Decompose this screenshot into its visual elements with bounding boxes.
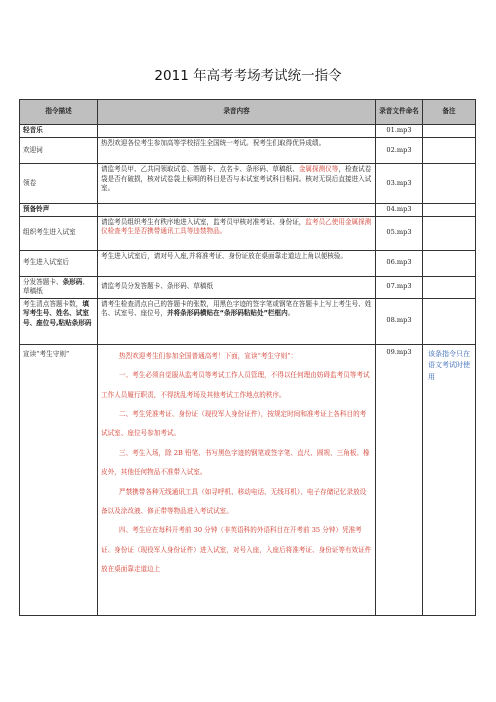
row-file: 03.mp3 bbox=[376, 164, 423, 204]
row-desc-text: 分发答题卡、 bbox=[23, 277, 63, 286]
header-instruction: 指令描述 bbox=[20, 100, 98, 125]
row-content bbox=[98, 298, 376, 344]
row-file: 06.mp3 bbox=[376, 250, 423, 276]
row-desc bbox=[20, 276, 98, 298]
row-desc: 宣读“考生守则” bbox=[20, 344, 98, 615]
table-row bbox=[20, 250, 476, 276]
page-title: 2011 年高考考场考试统一指令 bbox=[154, 68, 342, 84]
row-content bbox=[98, 125, 376, 138]
row-file: 07.mp3 bbox=[376, 276, 423, 298]
row-content bbox=[98, 344, 376, 615]
row-desc: 欢迎词 bbox=[20, 138, 98, 164]
table-row bbox=[20, 164, 476, 204]
row-content-text: 。 bbox=[287, 309, 295, 318]
row-remark bbox=[423, 216, 476, 250]
row-file: 09.mp3 bbox=[376, 344, 423, 615]
row-content: 考生进入试室后，请对号入座,并将准考证、身份证放在桌面靠走道边上角以便核验。 bbox=[98, 250, 376, 276]
row-desc-text: 、草稿纸 bbox=[23, 277, 89, 296]
row-content bbox=[98, 204, 376, 217]
row-content-text: ，检查试卷袋是否有破损，核对试卷袋上标明的科目是否与本试室考试科目相同。核对无误后直接进入试室。 bbox=[101, 165, 372, 193]
row-content bbox=[98, 164, 376, 204]
row-desc-bold: 填写考生号、姓名、试室号、座位号,粘贴条形码 bbox=[23, 299, 92, 327]
row-file: 04.mp3 bbox=[376, 204, 423, 217]
table-row bbox=[20, 204, 476, 217]
row-desc-bold: 条形码 bbox=[62, 277, 83, 286]
row-desc bbox=[20, 298, 98, 344]
row-remark bbox=[423, 250, 476, 276]
table-row bbox=[20, 298, 476, 344]
row-content-text: 请监考员组织考生有秩序地进入试室，监考员甲核对准考证、身份证， bbox=[101, 217, 306, 226]
row-file: 01.mp3 bbox=[376, 125, 423, 138]
row-content-highlight: 金属探测仪等 bbox=[298, 165, 339, 173]
row-remark bbox=[423, 276, 476, 298]
table-header-row bbox=[20, 100, 476, 125]
rules-paragraph: 一、考生必须自觉服从监考员等考试工作人员管理，不得以任何理由妨碍监考员等考试工作人员履行职责，不得扰乱考场及其他考试工作地点的秩序。 bbox=[101, 371, 370, 399]
row-remark bbox=[423, 138, 476, 164]
row-content-bold: 并将条形码横贴在“条形码粘贴处”栏框内 bbox=[166, 309, 288, 318]
rules-paragraph: 热烈欢迎考生们参加全国普通高考！下面，宣读“考生守则”： bbox=[119, 351, 298, 360]
row-file: 02.mp3 bbox=[376, 138, 423, 164]
row-file: 05.mp3 bbox=[376, 216, 423, 250]
header-content: 录音内容 bbox=[98, 100, 376, 125]
row-desc: 预备铃声 bbox=[20, 204, 98, 217]
row-remark bbox=[423, 125, 476, 138]
row-remark bbox=[423, 204, 476, 217]
rules-paragraph: 二、考生凭准考证、身份证（现役军人身份证件），按规定时间和准考证上各科目的考试试室、座位号参加考试。 bbox=[101, 410, 367, 438]
row-remark bbox=[423, 298, 476, 344]
row-desc: 组织考生进入试室 bbox=[20, 216, 98, 250]
row-content-highlight: 监考员乙使用金属探测仪检查考生是否携带通讯工具等违禁物品。 bbox=[101, 217, 372, 236]
row-file: 08.mp3 bbox=[376, 298, 423, 344]
row-content: 热烈欢迎各位考生参加高等学校招生全国统一考试。祝考生们取得优异成绩。 bbox=[98, 138, 376, 164]
header-filename: 录音文件命名 bbox=[376, 100, 423, 125]
row-desc: 轻音乐 bbox=[20, 125, 98, 138]
rules-paragraph: 三、考生入场，除 2B 铅笔、书写黑色字迹的钢笔或签字笔、直尺、圆规、三角板、橡皮外，其他任何物品不准带入试室。 bbox=[101, 448, 370, 477]
table-row bbox=[20, 125, 476, 138]
row-desc-text: 考生清点答题卡数， bbox=[23, 299, 83, 308]
row-desc: 考生进入试室后 bbox=[20, 250, 98, 276]
table-row bbox=[20, 276, 476, 298]
table-row bbox=[20, 344, 476, 615]
instruction-table bbox=[19, 99, 476, 616]
row-content-text: 请考生检查清点自己的答题卡的张数，用黑色字迹的签字笔或钢笔在答题卡上写上考生号、姓名、试室号、座位号， bbox=[101, 299, 372, 318]
table-row bbox=[20, 216, 476, 250]
row-content-text: 请监考员甲、乙共同领取试卷、答题卡、点名卡、条形码、草稿纸、 bbox=[101, 165, 299, 173]
rules-paragraph: 四、考生应在每科开考前 30 分钟（非英语科的外语科目在开考前 35 分钟）凭准考证、身份证（现役军人身份证件）进入试室，对号入座，入座后将准考证、身份证等有效证件放在桌面靠走道边上 bbox=[101, 526, 372, 574]
row-desc: 领卷 bbox=[20, 164, 98, 204]
row-content bbox=[98, 216, 376, 250]
row-content: 请监考员分发答题卡、条形码、草稿纸 bbox=[98, 276, 376, 298]
row-remark: 该条指令只在语文考试时使用 bbox=[423, 344, 476, 615]
table-row bbox=[20, 138, 476, 164]
rules-paragraph: 严禁携带各种无线通讯工具（如寻呼机、移动电话、无线耳机）、电子存储记忆录放设备以及涂改液、修正带等物品进入考试试室。 bbox=[101, 487, 367, 516]
header-remark: 备注 bbox=[423, 100, 476, 125]
row-remark bbox=[423, 164, 476, 204]
